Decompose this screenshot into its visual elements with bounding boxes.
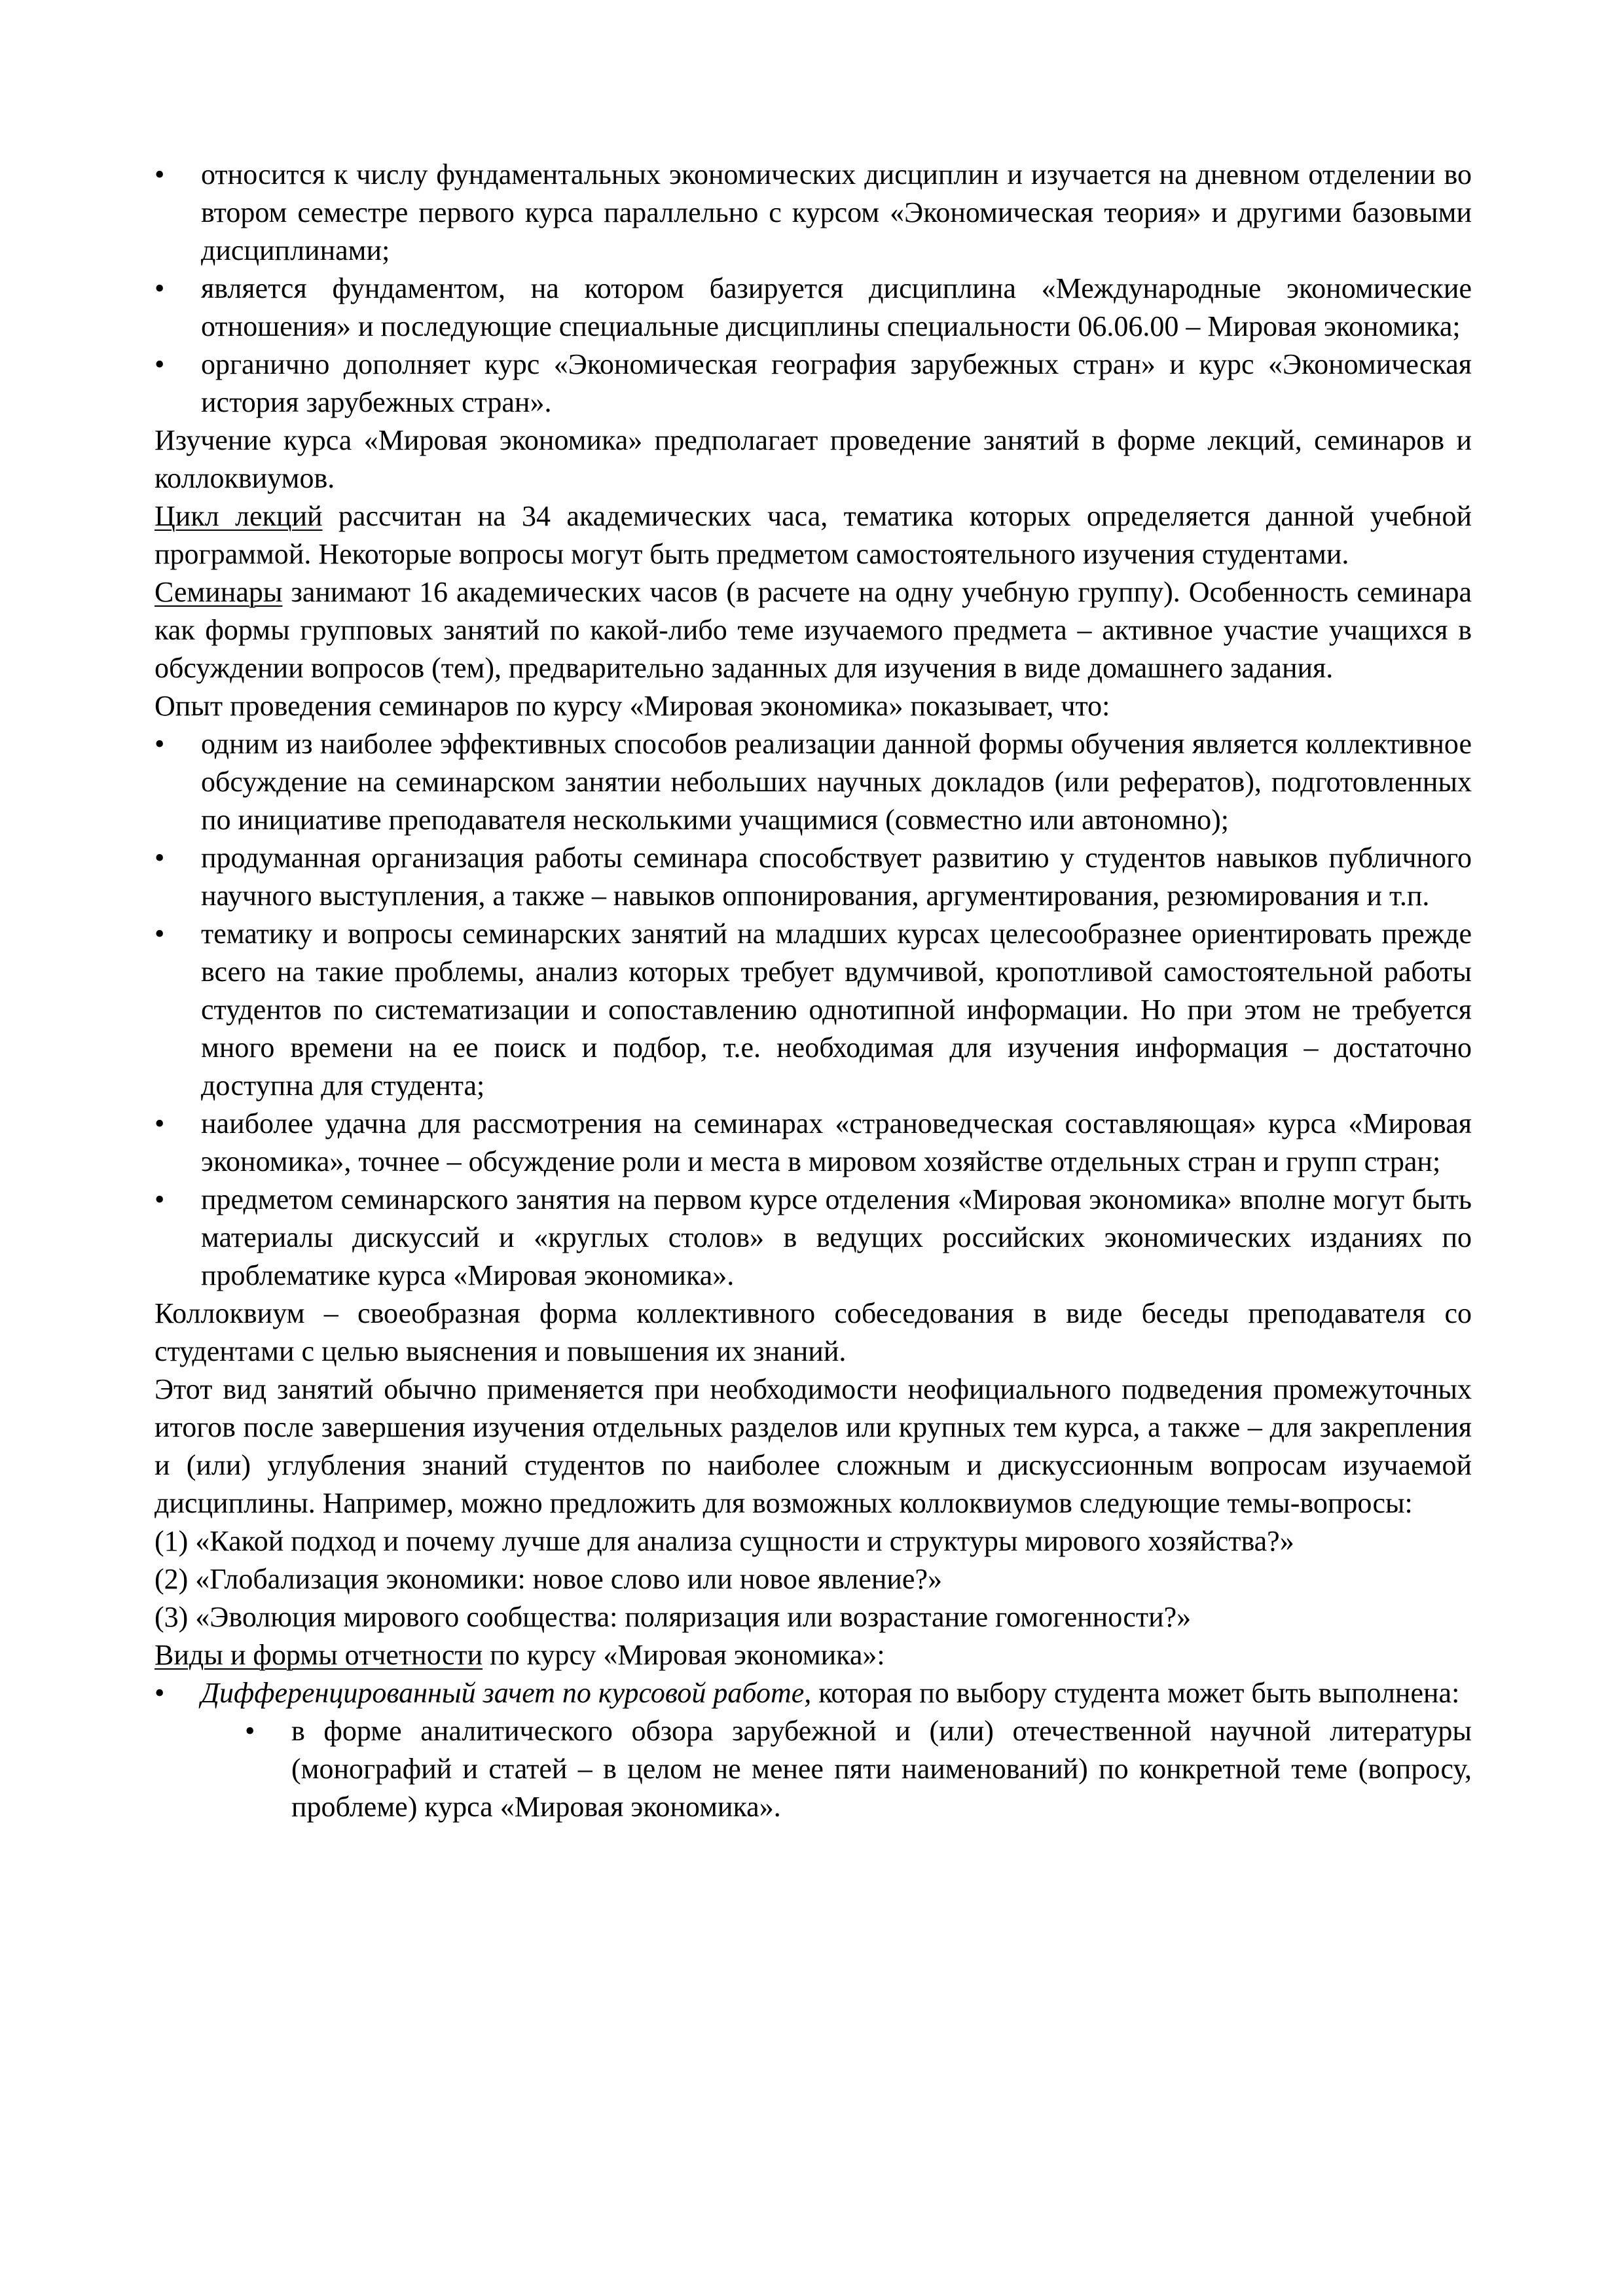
seminars-text: занимают 16 академических часов (в расчете на одну учебную группу). Особенность семинара как формы групповых занятий по какой-либо теме изучаемого предмета – активное участие учащихся в обсуждении вопросов (тем), предварительно заданных для изучения в виде домашнего задания.: [155, 576, 1472, 684]
reporting-list: [155, 1674, 1472, 1712]
bullet-icon: •: [155, 918, 165, 950]
list-item: [155, 270, 1472, 346]
reporting-text: по курсу «Мировая экономика»:: [483, 1639, 885, 1671]
paragraph-experience: Опыт проведения семинаров по курсу «Мировая экономика» показывает, что:: [155, 690, 1110, 722]
paragraph-reporting: [155, 1636, 1472, 1674]
paragraph-seminars: [155, 573, 1472, 687]
list-item-text: является фундаментом, на котором базируется дисциплина «Международные экономические отношения» и последующие специальные дисциплины специальности 06.06.00 – Мировая экономика;: [201, 272, 1472, 342]
paragraph-colloquium-usage: Этот вид занятий обычно применяется при необходимости неофициального подведения промежуточных итогов после завершения изучения отдельных разделов или крупных тем курса, а также – для закрепления и (или) углубления знаний студентов по наиболее сложным и дискуссионным вопросам изучаемой дисциплины. Например, можно предложить для возможных коллоквиумов следующие темы-вопросы:: [155, 1373, 1472, 1519]
list-item: [155, 839, 1472, 915]
course-role-list: [155, 156, 1472, 422]
bullet-icon: •: [155, 1183, 165, 1215]
list-item: [155, 915, 1472, 1105]
topic-item: (2) «Глобализация экономики: новое слово или новое явление?»: [155, 1563, 942, 1595]
paragraph-lectures: [155, 497, 1472, 573]
bullet-icon: •: [155, 728, 165, 760]
bullet-icon: •: [245, 1715, 255, 1747]
list-item-text: органично дополняет курс «Экономическая география зарубежных стран» и курс «Экономическая история зарубежных стран».: [201, 348, 1472, 418]
bullet-icon: •: [155, 842, 165, 874]
list-item-text: одним из наиболее эффективных способов реализации данной формы обучения является коллективное обсуждение на семинарском занятии небольших научных докладов (или рефератов), подготовленных по инициативе преподавателя несколькими учащимися (совместно или автономно);: [201, 728, 1472, 836]
lectures-text: рассчитан на 34 академических часа, тематика которых определяется данной учебной программой. Некоторые вопросы могут быть предметом самостоятельного изучения студентами.: [155, 500, 1472, 570]
nested-list-wrapper: [245, 1712, 1472, 1826]
bullet-icon: •: [155, 272, 165, 304]
list-item: [155, 156, 1472, 270]
list-item: [155, 346, 1472, 422]
paragraph-colloquium: Коллоквиум – своеобразная форма коллективного собеседования в виде беседы преподавателя со студентами с целью выяснения и повышения их знаний.: [155, 1297, 1472, 1367]
list-item-text: продуманная организация работы семинара способствует развитию у студентов навыков публичного научного выступления, а также – навыков оппонирования, аргументирования, резюмирования и т.п.: [201, 842, 1472, 912]
list-item-text: предметом семинарского занятия на первом курсе отделения «Мировая экономика» вполне могут быть материалы дискуссий и «круглых столов» в ведущих российских экономических изданиях по проблематике курса «Мировая экономика».: [201, 1183, 1472, 1291]
list-item: [245, 1712, 1472, 1826]
topic-item: (3) «Эволюция мирового сообщества: поляризация или возрастание гомогенности?»: [155, 1601, 1192, 1633]
bullet-icon: •: [155, 348, 165, 380]
list-item-text: в форме аналитического обзора зарубежной и (или) отечественной научной литературы (монографий и статей – в целом не менее пяти наименований) по конкретной теме (вопросу, проблеме) курса «Мировая экономика».: [291, 1715, 1472, 1823]
coursework-forms-list: [245, 1712, 1472, 1826]
seminars-term: Семинары: [155, 576, 283, 608]
bullet-icon: •: [155, 1677, 165, 1709]
paragraph-study-forms: Изучение курса «Мировая экономика» предполагает проведение занятий в форме лекций, семинаров и коллоквиумов.: [155, 424, 1472, 494]
seminar-experience-list: [155, 725, 1472, 1295]
lectures-term: Цикл лекций: [155, 500, 323, 532]
bullet-icon: •: [155, 1107, 165, 1139]
list-item: [155, 1105, 1472, 1181]
bullet-icon: •: [155, 158, 165, 190]
list-item-text: тематику и вопросы семинарских занятий на младших курсах целесообразнее ориентировать прежде всего на такие проблемы, анализ которых требует вдумчивой, кропотливой самостоятельной работы студентов по систематизации и сопоставлению однотипной информации. Но при этом не требуется много времени на ее поиск и подбор, т.е. необходимая для изучения информация – достаточно доступна для студента;: [201, 918, 1472, 1102]
list-item-text: которая по выбору студента может быть выполнена:: [811, 1677, 1460, 1709]
list-item: [155, 1181, 1472, 1295]
list-item-text: относится к числу фундаментальных экономических дисциплин и изучается на дневном отделении во втором семестре первого курса параллельно с курсом «Экономическая теория» и другими базовыми дисциплинами;: [201, 158, 1472, 266]
page-content: [155, 156, 1472, 1826]
reporting-term: Виды и формы отчетности: [155, 1639, 483, 1671]
graded-credit-term: Дифференцированный зачет по курсовой работе,: [201, 1677, 812, 1709]
list-item-text: наиболее удачна для рассмотрения на семинарах «страноведческая составляющая» курса «Мировая экономика», точнее – обсуждение роли и места в мировом хозяйстве отдельных стран и групп стран;: [201, 1107, 1472, 1177]
topic-item: (1) «Какой подход и почему лучше для анализа сущности и структуры мирового хозяйства?»: [155, 1525, 1294, 1557]
list-item: [155, 1674, 1472, 1712]
list-item: [155, 725, 1472, 839]
